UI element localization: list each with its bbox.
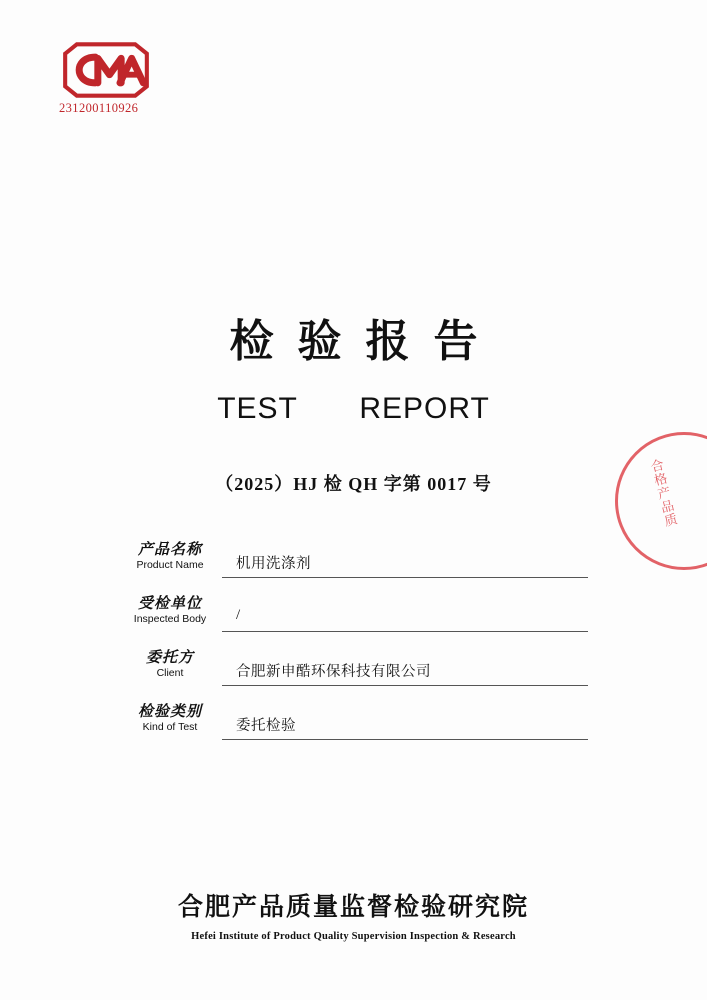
- report-number: （2025）HJ 检 QH 字第 0017 号: [215, 474, 492, 494]
- field-label-en: Inspected Body: [133, 613, 207, 625]
- field-value-inspected-body: /: [222, 607, 588, 632]
- report-fields: [118, 528, 588, 744]
- field-row-inspected-body: [118, 582, 588, 632]
- field-value-client: 合肥新申酷环保科技有限公司: [222, 660, 588, 686]
- field-value-product-name: 机用洗涤剂: [222, 552, 588, 578]
- field-label-product-name: [118, 540, 222, 578]
- field-row-kind-of-test: [118, 690, 588, 740]
- field-label-en: Kind of Test: [142, 721, 198, 733]
- field-label-cn: 受检单位: [137, 594, 202, 612]
- field-value-kind-of-test: 委托检验: [222, 714, 588, 740]
- field-label-cn: 委托方: [145, 648, 194, 666]
- field-label-cn: 产品名称: [137, 540, 202, 558]
- seal-text: 合格产品质: [647, 457, 679, 529]
- field-label-en: Client: [156, 667, 184, 679]
- organization-name-en: Hefei Institute of Product Quality Supervision Inspection & Research: [191, 931, 516, 942]
- cma-logo-icon: [58, 42, 154, 98]
- field-row-product-name: [118, 528, 588, 578]
- field-label-kind-of-test: [118, 702, 222, 740]
- issuing-organization: [0, 887, 707, 942]
- field-label-inspected-body: [118, 594, 222, 632]
- field-row-client: [118, 636, 588, 686]
- organization-name-cn: 合肥产品质量监督检验研究院: [177, 892, 529, 921]
- cma-mark-block: [58, 42, 188, 116]
- field-label-cn: 检验类别: [137, 702, 202, 720]
- cma-certificate-number: 231200110926: [59, 101, 139, 115]
- page-title-en: TEST REPORT: [217, 392, 490, 425]
- field-label-en: Product Name: [136, 559, 204, 571]
- red-seal-stamp: [615, 432, 707, 570]
- field-label-client: [118, 648, 222, 686]
- page-title-cn: 检验报告: [229, 316, 502, 367]
